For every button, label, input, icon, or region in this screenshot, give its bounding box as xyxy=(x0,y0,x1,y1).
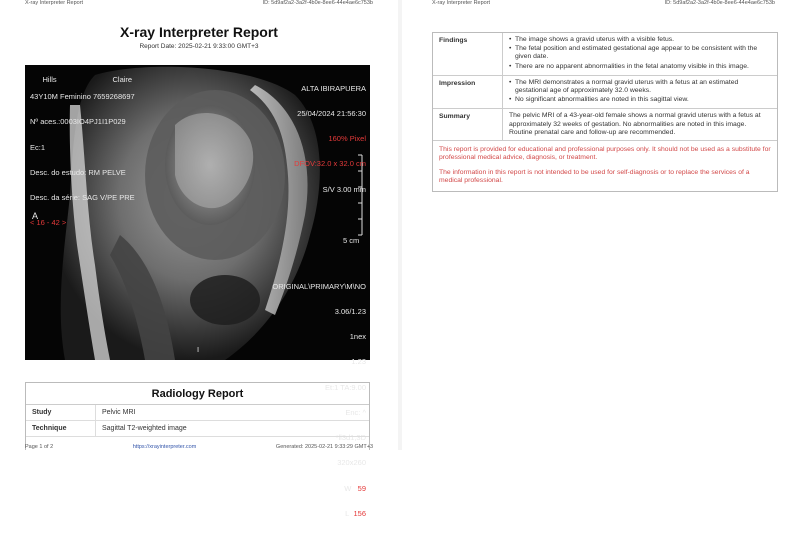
impression-row xyxy=(433,76,777,110)
scan-line: Desc. da série: SAG V/PE PRE xyxy=(30,193,135,203)
scan-patient-info xyxy=(30,68,135,245)
window-value: 59 xyxy=(357,483,366,493)
findings-table xyxy=(432,32,778,192)
level-value: 156 xyxy=(353,508,366,518)
row-label: Technique xyxy=(26,421,96,436)
scan-line: Hills xyxy=(42,75,57,85)
scan-line: Nº aces.:0003IO4PJ1I1P029 xyxy=(30,117,126,127)
list-item: • No significant abnormalities are noted in this sagittal view. xyxy=(509,96,771,104)
row-label: Study xyxy=(26,405,96,420)
header-id: ID: 5d9af2a2-3a2f-4b0e-8ee6-44e4ae6c753b xyxy=(664,0,775,6)
orientation-anterior: A xyxy=(32,211,39,221)
summary-text: The pelvic MRI of a 43-year-old female shows a normal gravid uterus with a fetus at approximately 32 weeks of gestation. No abnormalities are noted in this image. Routine prenatal care and follow-up are recommended. xyxy=(509,112,761,136)
scan-line: 3.06/1.23 xyxy=(334,307,366,317)
scan-line: 43Y10M Feminino 7659268697 xyxy=(30,92,135,102)
scan-line: ORIGINAL\PRIMARY\M\NO xyxy=(272,281,366,291)
scan-line: ALTA IBIRAPUERA xyxy=(301,83,366,93)
scan-line: 1nex xyxy=(349,332,366,342)
findings-row xyxy=(433,33,777,76)
summary-label: Summary xyxy=(433,109,503,140)
report-page-2 xyxy=(402,0,800,450)
scale-label: 5 cm xyxy=(343,236,360,245)
scan-level xyxy=(272,510,366,518)
scan-dfov: DFOV:32.0 x 32.0 cm xyxy=(294,159,366,169)
header-title: X-ray Interpreter Report xyxy=(432,0,491,6)
findings-list xyxy=(503,33,777,75)
scan-line: Et:1 TA:9.00 xyxy=(325,382,366,392)
impression-label: Impression xyxy=(433,76,503,109)
scan-zoom: 160% Pixel xyxy=(328,134,366,144)
disclaimer-text: The information in this report is not intended to be used for self-diagnosis or to replace the services of a medical professional. xyxy=(439,169,750,185)
header-id: ID: 5d9af2a2-3a2f-4b0e-8ee6-44e4ae6c753b xyxy=(262,0,373,6)
list-item: • There are no apparent abnormalities in the fetal anatomy visible in this image. xyxy=(509,63,771,71)
scan-slice-range: < 16 - 42 > xyxy=(30,218,67,228)
table-row xyxy=(26,421,369,437)
findings-label: Findings xyxy=(433,33,503,75)
report-date: Report Date: 2025-02-21 9:33:00 GMT+3 xyxy=(139,43,259,50)
scan-line: *ll3d1,3D xyxy=(335,433,366,443)
scan-window xyxy=(272,485,366,493)
disclaimer xyxy=(433,141,777,191)
table-row xyxy=(26,405,369,421)
scan-line: Enc: ^ xyxy=(345,407,366,417)
list-item: • The fetal position and estimated gestational age appear to be consistent with the given date. xyxy=(509,45,771,61)
scan-line: 320x260 xyxy=(337,458,366,468)
radiology-report-table xyxy=(25,382,370,450)
report-page-1 xyxy=(0,0,398,518)
summary-row xyxy=(433,109,777,141)
orientation-inferior: I xyxy=(197,345,200,354)
page-number: Page 1 of 2 xyxy=(25,444,54,450)
scan-thickness: S/V 3.00 mm xyxy=(322,184,366,194)
scan-line: 1.23 xyxy=(351,357,366,367)
radiology-report-title: Radiology Report xyxy=(26,383,369,405)
scan-line: Claire xyxy=(112,75,133,85)
level-label: L xyxy=(345,508,350,518)
header-title: X-ray Interpreter Report xyxy=(25,0,84,6)
impression-list xyxy=(503,76,777,109)
generated-timestamp: Generated: 2025-02-21 9:33:29 GMT+3 xyxy=(275,444,373,450)
row-value: Pelvic MRI xyxy=(102,409,136,416)
page-header xyxy=(25,0,373,8)
list-item: • The MRI demonstrates a normal gravid uterus with a fetus at an estimated gestational age of approximately 32.0 weeks. xyxy=(509,79,771,95)
scan-line: Ec:1 xyxy=(30,142,46,152)
disclaimer-text: This report is provided for educational and professional purposes only. It should not be used as a substitute for professional medical advice, diagnosis, or treatment. xyxy=(439,146,771,162)
scan-line: Desc. do estudo: RM PELVE xyxy=(30,167,126,177)
report-title: X-ray Interpreter Report xyxy=(120,24,278,40)
page-header xyxy=(432,0,775,8)
list-item: • The image shows a gravid uterus with a visible fetus. xyxy=(509,36,771,44)
scan-line: 25/04/2024 21:56:30 xyxy=(297,109,366,119)
row-value: Sagittal T2-weighted image xyxy=(102,425,187,432)
window-label: W xyxy=(344,483,352,493)
page-footer xyxy=(25,444,373,450)
website-link[interactable]: https://xrayinterpreter.com xyxy=(132,444,197,450)
scan-site-info xyxy=(294,68,366,211)
